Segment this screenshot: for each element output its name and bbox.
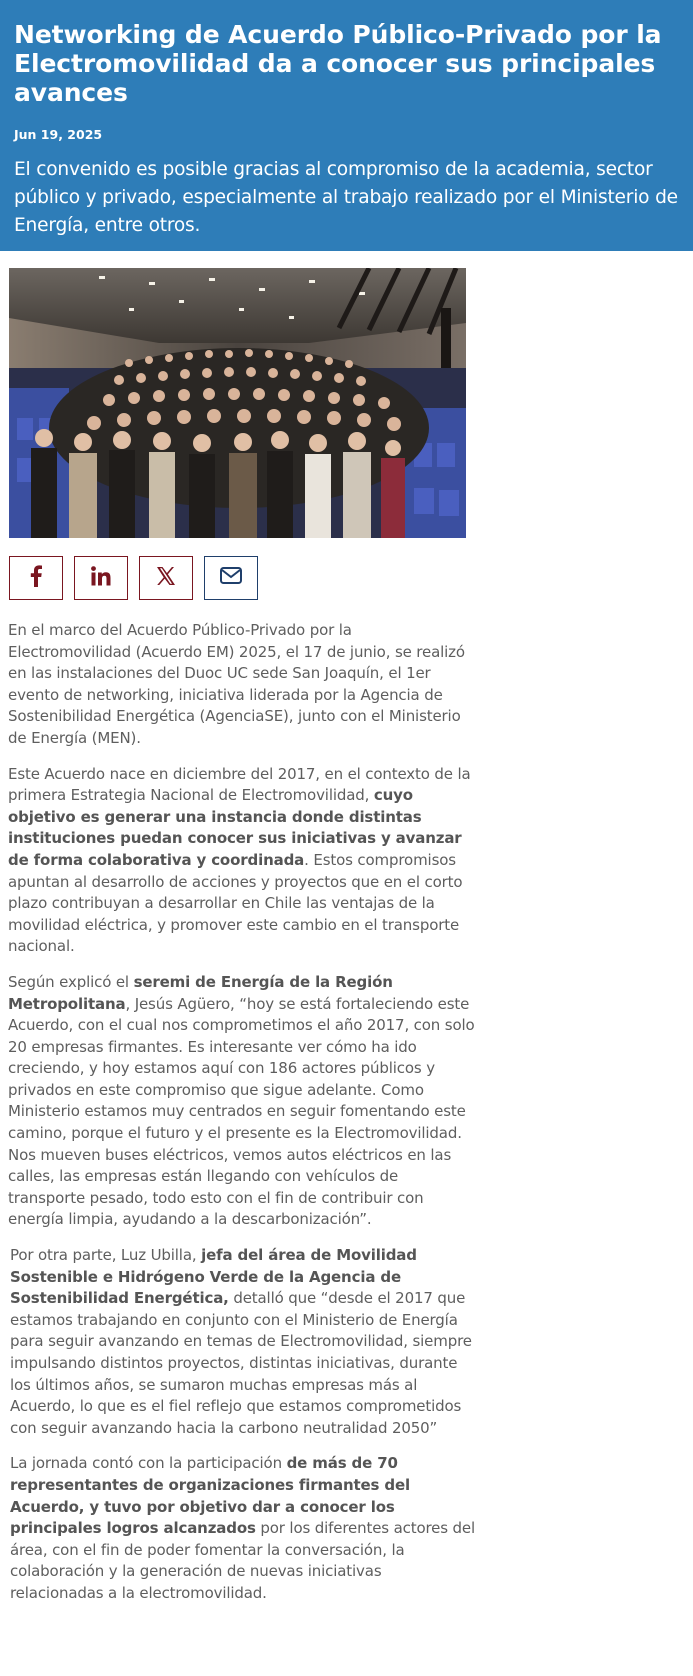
share-facebook-button[interactable] [9, 556, 63, 600]
paragraph-3-highlight: seremi de Energía de la Región Metropolitana [8, 972, 393, 1013]
article-header [0, 0, 693, 251]
paragraph-2: Este Acuerdo nace en diciembre del 2017, en el contexto de la primera Estrategia Nacional de Electromovilidad, cuyo objetivo es generar una instancia donde distintas instituciones puedan conocer sus iniciativas y avanzar de forma colaborativa y coordinada. Estos compromisos apuntan al desarrollo de acciones y proyectos que en el corto plazo contribuyan a desarrollar en Chile las ventajas de la movilidad eléctrica, y promover este cambio en el transporte nacional. [8, 764, 471, 956]
paragraph-4: Por otra parte, Luz Ubilla, jefa del área de Movilidad Sostenible e Hidrógeno Verde de la Agencia de Sostenibilidad Energética, detalló que “desde el 2017 que estamos trabajando en conjunto con el Ministerio de Energía para seguir avanzando en temas de Electromovilidad, siempre impulsando distintos proyectos, distintas iniciativas, durante los últimos años, se sumaron muchas empresas más al Acuerdo, lo que es el fiel reflejo que estamos comprometidos con seguir avanzando hacia la carbono neutralidad 2050” [10, 1246, 472, 1437]
group-photo-illustration [9, 268, 466, 538]
paragraph-5-highlight: de más de 70 representantes de organizaciones firmantes del Acuerdo, y tuvo por objetivo dar a conocer los principales logros alcanzados [10, 1454, 410, 1538]
paragraph-4-highlight: jefa del área de Movilidad Sostenible e Hidrógeno Verde de la Agencia de Sostenibilidad Energética, [10, 1246, 417, 1308]
paragraph-2-highlight: cuyo objetivo es generar una instancia donde distintas instituciones puedan conocer sus iniciativas y avanzar de forma colaborativa y coordinada [8, 786, 462, 869]
paragraph-5: La jornada contó con la participación de más de 70 representantes de organizaciones firmantes del Acuerdo, y tuvo por objetivo dar a conocer los principales logros alcanzados por los diferentes actores del área, con el fin de poder fomentar la conversación, la colaboración y la generación de nuevas iniciativas relacionadas a la electromovilidad. [10, 1454, 475, 1602]
publish-date: Jun 19, 2025 [14, 127, 103, 142]
mail-icon [220, 567, 242, 589]
paragraph-3: Según explicó el seremi de Energía de la Región Metropolitana, Jesús Agüero, “hoy se está fortaleciendo este Acuerdo, con el cual nos comprometimos el año 2017, con solo 20 empresas firmantes. Es interesante ver cómo ha ido creciendo, y hoy estamos aquí con 186 actores públicos y privados en este compromiso que sigue adelante. Como Ministerio estamos muy centrados en seguir fomentando este camino, porque el futuro y el presente es la Electromovilidad. Nos mueven buses eléctricos, vemos autos eléctricos en las calles, las empresas están llegando con vehículos de transporte pesado, todo esto con el fin de contribuir con energía limpia, ayudando a la descarbonización”. [8, 972, 475, 1229]
article-title: Networking de Acuerdo Público-Privado por la Electromovilidad da a conocer sus principales avances [14, 20, 662, 107]
share-email-button[interactable] [204, 556, 258, 600]
event-group-photo [9, 268, 466, 538]
linkedin-icon [91, 566, 111, 591]
share-x-button[interactable] [139, 556, 193, 600]
article-subtitle: El convenido es posible gracias al compromiso de la academia, sector público y privado, especialmente al trabajo realizado por el Ministerio de Energía, entre otros. [14, 159, 678, 236]
paragraph-1: En el marco del Acuerdo Público-Privado por la Electromovilidad (Acuerdo EM) 2025, el 17 de junio, se realizó en las instalaciones del Duoc UC sede San Joaquín, el 1er evento de networking, iniciativa liderada por la Agencia de Sostenibilidad Energética (AgenciaSE), junto con el Ministerio de Energía (MEN). [8, 621, 465, 747]
x-icon [156, 566, 176, 591]
share-linkedin-button[interactable] [74, 556, 128, 600]
facebook-icon [29, 565, 43, 592]
article-body [8, 620, 478, 1619]
share-bar [9, 556, 258, 600]
